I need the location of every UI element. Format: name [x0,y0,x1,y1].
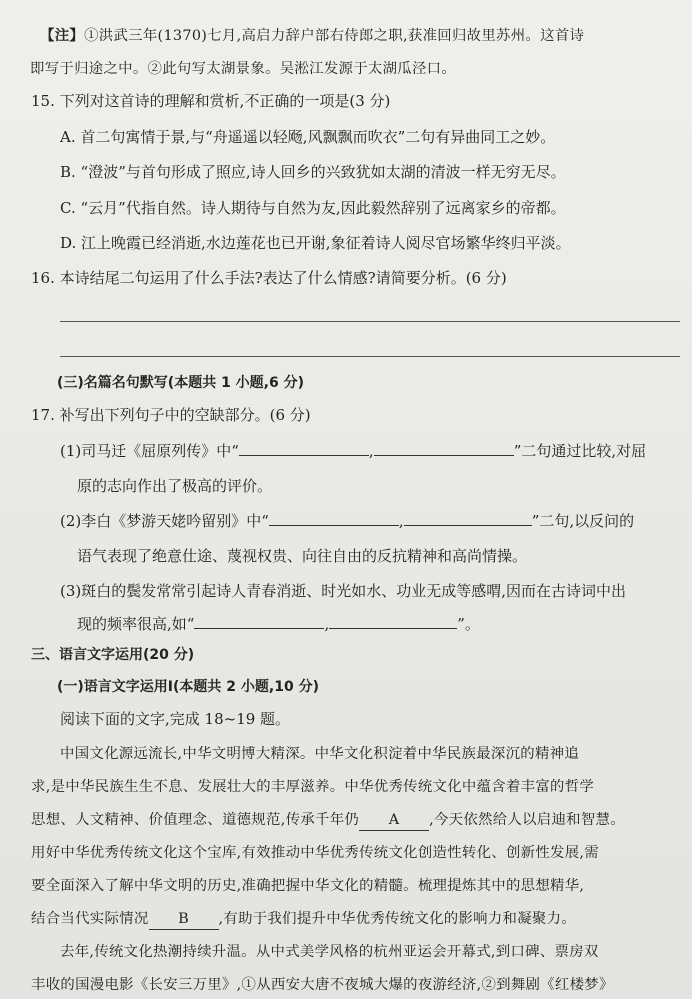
item-1-prefix: (1)司马迁《屈原列传》中“ [60,442,239,460]
answer-line-2[interactable] [60,356,680,357]
item-1-suffix: ”二句通过比较,对屈 [513,442,647,460]
answer-line-1[interactable] [60,321,680,322]
passage-line-3-prefix: 思想、人文精神、价值理念、道德规范,传承千年仍 [31,812,360,828]
item-3-blank-2[interactable] [329,614,457,629]
item-3-comma: , [324,615,330,633]
note-line-2: 即写于归途之中。②此句写太湖景象。吴淞江发源于太湖瓜泾口。 [30,61,457,77]
passage-line-6-suffix: ,有助于我们提升中华优秀传统文化的影响力和凝聚力。 [218,911,576,927]
item-2-blank-2[interactable] [404,511,532,526]
passage-line-8: 丰收的国漫电影《长安三万里》,①从西安大唐不夜城大爆的夜游经济,②到舞剧《红楼梦》 [31,977,614,993]
question-17-item-1-cont: 原的志向作出了极高的评价。 [77,477,273,495]
passage-line-5: 要全面深入了解中华文明的历史,准确把握中华文化的精髓。梳理提炼其中的思想精华, [31,878,585,894]
item-3-blank-1[interactable] [194,614,324,629]
item-2-suffix: ”二句,以反问的 [531,512,635,530]
blank-b[interactable]: B [149,909,219,930]
item-1-blank-1[interactable] [239,441,369,456]
passage-line-2: 求,是中华民族生生不息、发展壮大的丰厚滋养。中华优秀传统文化中蕴含着丰富的哲学 [31,779,595,795]
passage-line-3 [31,810,625,831]
question-17-item-2-cont: 语气表现了绝意仕途、蔑视权贵、向往自由的反抗精神和高尚情操。 [77,547,528,565]
blank-a[interactable]: A [359,810,429,831]
question-15-option-a: A. 首二句寓情于景,与“舟遥遥以轻飏,风飘飘而吹衣”二句有异曲同工之妙。 [60,128,556,146]
passage-line-3-suffix: ,今天依然给人以启迪和智慧。 [429,812,625,828]
item-3-prefix: 现的频率很高,如“ [77,615,195,633]
note-text-1: ①洪武三年(1370)七月,高启力辞户部右侍郎之职,获准回归故里苏州。这首诗 [84,28,585,44]
question-15-stem: 15. 下列对这首诗的理解和赏析,不正确的一项是(3 分) [31,92,391,110]
passage-line-6-prefix: 结合当代实际情况 [31,911,149,927]
section-mingju-heading: (三)名篇名句默写(本题共 1 小题,6 分) [57,375,305,391]
question-17-item-3-cont [77,614,480,634]
note-tag: 【注】 [40,28,85,44]
section-yuyan-1-heading: (一)语言文字运用Ⅰ(本题共 2 小题,10 分) [57,679,319,695]
question-17-stem: 17. 补写出下列句子中的空缺部分。(6 分) [31,406,311,424]
item-2-prefix: (2)李白《梦游天姥吟留别》中“ [60,512,269,530]
item-3-suffix: ”。 [457,615,480,633]
item-1-comma: , [368,442,374,460]
question-17-item-3: (3)斑白的鬓发常常引起诗人青春消逝、时光如水、功业无成等感喟,因而在古诗词中出 [60,582,627,600]
passage-line-6 [31,909,576,930]
question-16-stem: 16. 本诗结尾二句运用了什么手法?表达了什么情感?请简要分析。(6 分) [31,269,507,287]
passage-line-7: 去年,传统文化热潮持续升温。从中式美学风格的杭州亚运会开幕式,到口碑、票房双 [60,944,599,960]
note-line-1 [40,26,584,46]
question-17-item-2 [60,511,634,531]
question-17-item-1 [60,441,646,461]
question-15-option-c: C. “云月”代指自然。诗人期待与自然为友,因此毅然辞别了远离家乡的帝都。 [60,199,566,217]
section-three-heading: 三、语言文字运用(20 分) [31,647,195,663]
question-15-option-b: B. “澄波”与首句形成了照应,诗人回乡的兴致犹如太湖的清波一样无穷无尽。 [60,163,566,181]
item-2-blank-1[interactable] [269,511,399,526]
reading-instruction: 阅读下面的文字,完成 18~19 题。 [60,710,291,728]
question-15-option-d: D. 江上晚霞已经消逝,水边莲花也已开谢,象征着诗人阅尽官场繁华终归平淡。 [60,234,571,252]
passage-line-4: 用好中华优秀传统文化这个宝库,有效推动中华优秀传统文化创造性转化、创新性发展,需 [31,845,599,861]
passage-line-1: 中国文化源远流长,中华文明博大精深。中华文化积淀着中华民族最深沉的精神追 [60,746,580,762]
item-1-blank-2[interactable] [374,441,514,456]
item-2-comma: , [398,512,404,530]
